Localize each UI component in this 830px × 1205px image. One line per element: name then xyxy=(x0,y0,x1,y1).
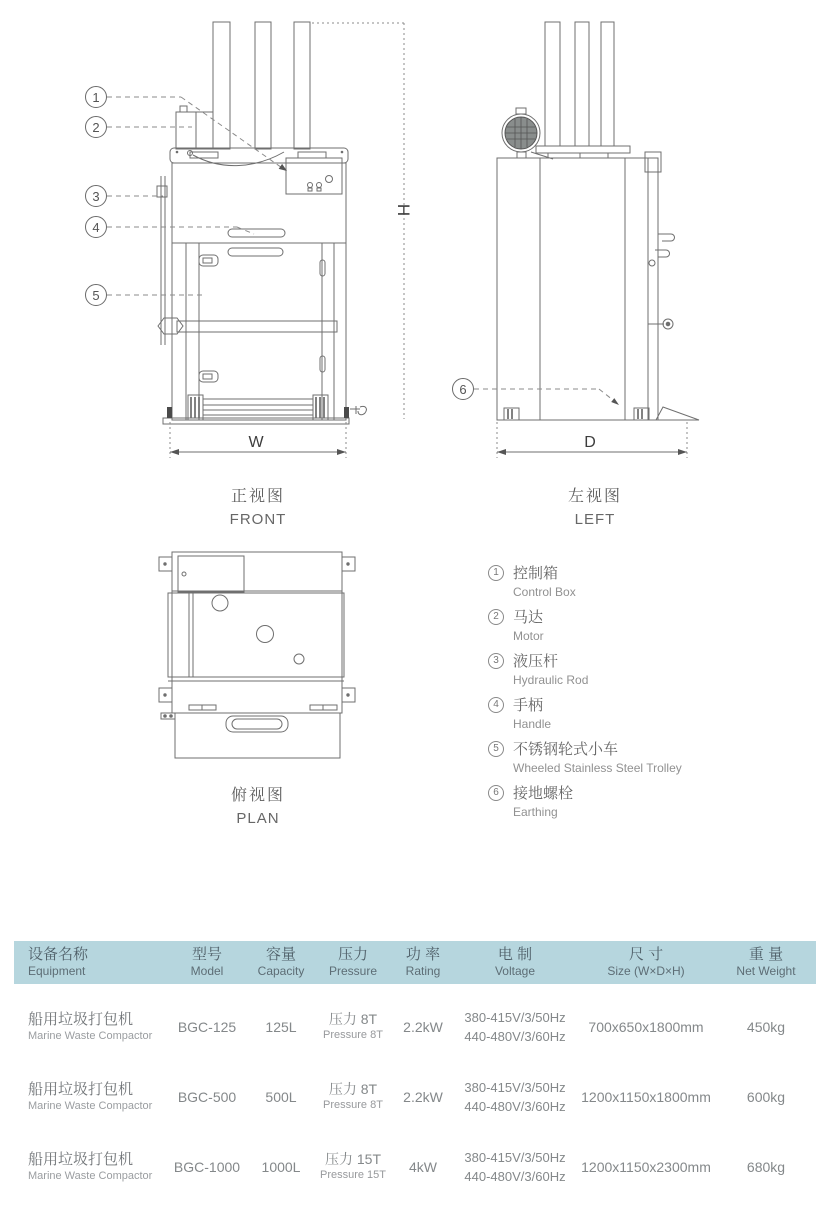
cell-rating: 4kW xyxy=(409,1159,437,1175)
cell-equipment: 船用垃圾打包机 Marine Waste Compactor xyxy=(28,1150,153,1182)
left-view-caption xyxy=(525,483,665,528)
plan-view-caption-en: PLAN xyxy=(236,810,280,827)
front-view-caption-zh: 正视图 xyxy=(230,488,285,505)
col-header-equipment: 设备名称 Equipment xyxy=(28,946,89,979)
table-row-bgc-1000 xyxy=(14,1132,816,1202)
cell-voltage: 380-415V/3/50Hz 440-480V/3/60Hz xyxy=(464,1149,566,1184)
col-header-rating: 功 率 Rating xyxy=(405,946,441,979)
cell-model: BGC-1000 xyxy=(173,1159,241,1175)
cell-weight: 600kg xyxy=(746,1089,786,1105)
legend-item-earthing xyxy=(488,782,788,819)
legend-num-4: 4 xyxy=(488,697,504,713)
hex-knob xyxy=(158,318,183,334)
cell-capacity: 500L xyxy=(265,1089,297,1105)
legend-zh-2: 马达 xyxy=(513,609,544,626)
cell-equipment: 船用垃圾打包机 Marine Waste Compactor xyxy=(28,1080,153,1112)
plan-view-caption xyxy=(188,782,328,827)
cell-size: 700x650x1800mm xyxy=(588,1019,704,1035)
spec-table-header xyxy=(14,941,816,984)
callout-2: 2 xyxy=(85,116,107,138)
cell-pressure: 压力 8T Pressure 8T xyxy=(323,1011,383,1041)
col-header-voltage: 电 制 Voltage xyxy=(494,946,536,979)
earthing-hook-front xyxy=(350,406,366,415)
cell-size: 1200x1150x2300mm xyxy=(581,1159,711,1175)
legend-zh-4: 手柄 xyxy=(513,697,544,714)
spec-table-body xyxy=(14,984,816,1202)
front-view-caption-en: FRONT xyxy=(229,511,287,528)
legend-item-trolley xyxy=(488,738,788,775)
cell-rating: 2.2kW xyxy=(403,1089,443,1105)
h-dimension-lines xyxy=(312,23,404,419)
legend-en-3: Hydraulic Rod xyxy=(513,673,589,687)
legend-en-6: Earthing xyxy=(513,805,558,819)
callout-5: 5 xyxy=(85,284,107,306)
legend-num-1: 1 xyxy=(488,565,504,581)
legend-item-handle xyxy=(488,694,788,731)
legend-zh-6: 接地螺栓 xyxy=(513,785,574,802)
control-box-plan xyxy=(178,556,244,592)
legend-item-hydraulic-rod xyxy=(488,650,788,687)
cell-model: BGC-125 xyxy=(177,1019,237,1035)
mounting-tabs xyxy=(159,557,355,702)
legend-en-2: Motor xyxy=(513,629,544,643)
callout-leader-lines xyxy=(107,97,618,404)
hydraulic-rod-cover xyxy=(157,176,167,345)
col-header-weight: 重 量 Net Weight xyxy=(736,946,796,979)
legend-en-4: Handle xyxy=(513,717,552,731)
legend-num-3: 3 xyxy=(488,653,504,669)
cell-rating: 2.2kW xyxy=(403,1019,443,1035)
spec-table xyxy=(14,941,816,1202)
legend-item-control-box xyxy=(488,562,788,599)
cell-weight: 680kg xyxy=(746,1159,786,1175)
dim-label-d: D xyxy=(584,434,596,451)
side-knob xyxy=(648,319,673,329)
callout-4: 4 xyxy=(85,216,107,238)
legend-item-motor xyxy=(488,606,788,643)
left-view-drawing xyxy=(497,22,699,458)
left-view-caption-zh: 左视图 xyxy=(567,488,622,505)
legend-zh-3: 液压杆 xyxy=(513,653,559,670)
callout-6: 6 xyxy=(452,378,474,400)
col-header-model: 型号 Model xyxy=(190,946,224,979)
cell-pressure: 压力 8T Pressure 8T xyxy=(323,1081,383,1111)
cell-equipment: 船用垃圾打包机 Marine Waste Compactor xyxy=(28,1010,153,1042)
cell-weight: 450kg xyxy=(746,1019,786,1035)
trolley-front xyxy=(188,395,328,420)
plan-view-drawing xyxy=(159,552,355,758)
front-view-drawing xyxy=(157,22,404,458)
legend-zh-5: 不锈钢轮式小车 xyxy=(513,741,619,758)
dim-label-h: H xyxy=(394,203,413,217)
door-hinges xyxy=(199,255,218,382)
legend-num-2: 2 xyxy=(488,609,504,625)
cell-model: BGC-500 xyxy=(177,1089,237,1105)
legend-zh-1: 控制箱 xyxy=(513,565,559,582)
legend-en-1: Control Box xyxy=(513,585,576,599)
cell-voltage: 380-415V/3/50Hz 440-480V/3/60Hz xyxy=(464,1009,566,1044)
legend-num-5: 5 xyxy=(488,741,504,757)
cell-voltage: 380-415V/3/50Hz 440-480V/3/60Hz xyxy=(464,1079,566,1114)
left-view-caption-en: LEFT xyxy=(574,511,616,528)
cell-size: 1200x1150x1800mm xyxy=(581,1089,711,1105)
cell-capacity: 1000L xyxy=(261,1159,301,1175)
table-row-bgc-125 xyxy=(14,992,816,1062)
feet-left-view xyxy=(504,408,649,420)
callout-3: 3 xyxy=(85,185,107,207)
col-header-size: 尺 寸 Size (W×D×H) xyxy=(607,946,685,979)
legend-en-5: Wheeled Stainless Steel Trolley xyxy=(513,761,682,775)
col-header-capacity: 容量 Capacity xyxy=(257,946,305,979)
dim-label-w: W xyxy=(248,434,264,451)
callout-1: 1 xyxy=(85,86,107,108)
col-header-pressure: 压力 Pressure xyxy=(328,946,378,979)
cell-capacity: 125L xyxy=(265,1019,297,1035)
legend-num-6: 6 xyxy=(488,785,504,801)
plan-view-caption-zh: 俯视图 xyxy=(230,787,285,804)
table-row-bgc-500 xyxy=(14,1062,816,1132)
cell-pressure: 压力 15T Pressure 15T xyxy=(319,1151,387,1181)
parts-legend xyxy=(488,562,788,826)
front-view-caption xyxy=(188,483,328,528)
